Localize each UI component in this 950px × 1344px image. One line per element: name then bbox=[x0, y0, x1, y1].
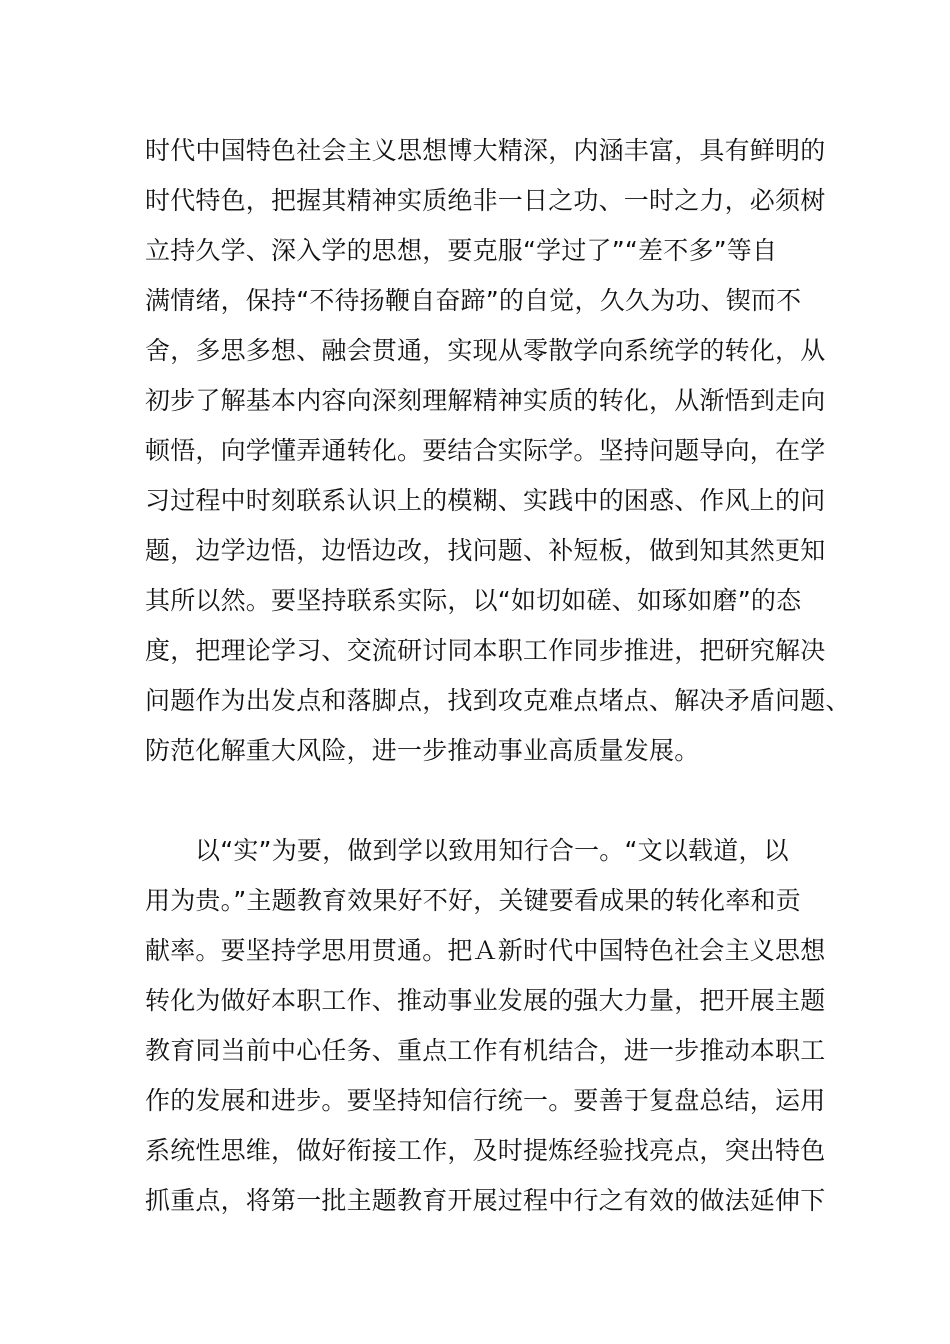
text-line: 习过程中时刻联系认识上的模糊、实践中的困惑、作风上的问 bbox=[145, 486, 826, 515]
text-line: 时代中国特色社会主义思想博大精深，内涵丰富，具有鲜明的 bbox=[145, 136, 826, 165]
text-line: 初步了解基本内容向深刻理解精神实质的转化，从渐悟到走向 bbox=[145, 386, 826, 415]
text-line: 用为贵。”主题教育效果好不好，关键要看成果的转化率和贡 bbox=[145, 886, 801, 915]
text-line: 抓重点，将第一批主题教育开展过程中行之有效的做法延伸下 bbox=[145, 1186, 826, 1215]
text-line: 系统性思维，做好衔接工作，及时提炼经验找亮点，突出特色 bbox=[145, 1136, 826, 1165]
text-line: 舍，多思多想、融会贯通，实现从零散学向系统学的转化，从 bbox=[145, 336, 826, 365]
text-line: 时代特色，把握其精神实质绝非一日之功、一时之力，必须树 bbox=[145, 186, 826, 215]
text-line: 以“实”为要，做到学以致用知行合一。“文以载道，以 bbox=[195, 836, 789, 865]
text-line: 满情绪，保持“不待扬鞭自奋蹄”的自觉，久久为功、锲而不 bbox=[145, 286, 802, 315]
text-line: 度，把理论学习、交流研讨同本职工作同步推进，把研究解决 bbox=[145, 636, 826, 665]
text-line: 教育同当前中心任务、重点工作有机结合，进一步推动本职工 bbox=[145, 1036, 826, 1065]
text-line: 防范化解重大风险，进一步推动事业高质量发展。 bbox=[145, 736, 700, 765]
text-line: 献率。要坚持学思用贯通。把Ａ新时代中国特色社会主义思想 bbox=[145, 936, 826, 965]
text-line: 立持久学、深入学的思想，要克服“学过了”“差不多”等自 bbox=[145, 236, 778, 265]
text-line: 题，边学边悟，边悟边改，找问题、补短板，做到知其然更知 bbox=[145, 536, 826, 565]
text-line: 其所以然。要坚持联系实际，以“如切如磋、如琢如磨”的态 bbox=[145, 586, 802, 615]
text-line: 作的发展和进步。要坚持知信行统一。要善于复盘总结，运用 bbox=[145, 1086, 826, 1115]
text-line: 顿悟，向学懂弄通转化。要结合实际学。坚持问题导向，在学 bbox=[145, 436, 826, 465]
text-line: 转化为做好本职工作、推动事业发展的强大力量，把开展主题 bbox=[145, 986, 826, 1015]
text-line: 问题作为出发点和落脚点，找到攻克难点堵点、解决矛盾问题、 bbox=[145, 686, 851, 715]
